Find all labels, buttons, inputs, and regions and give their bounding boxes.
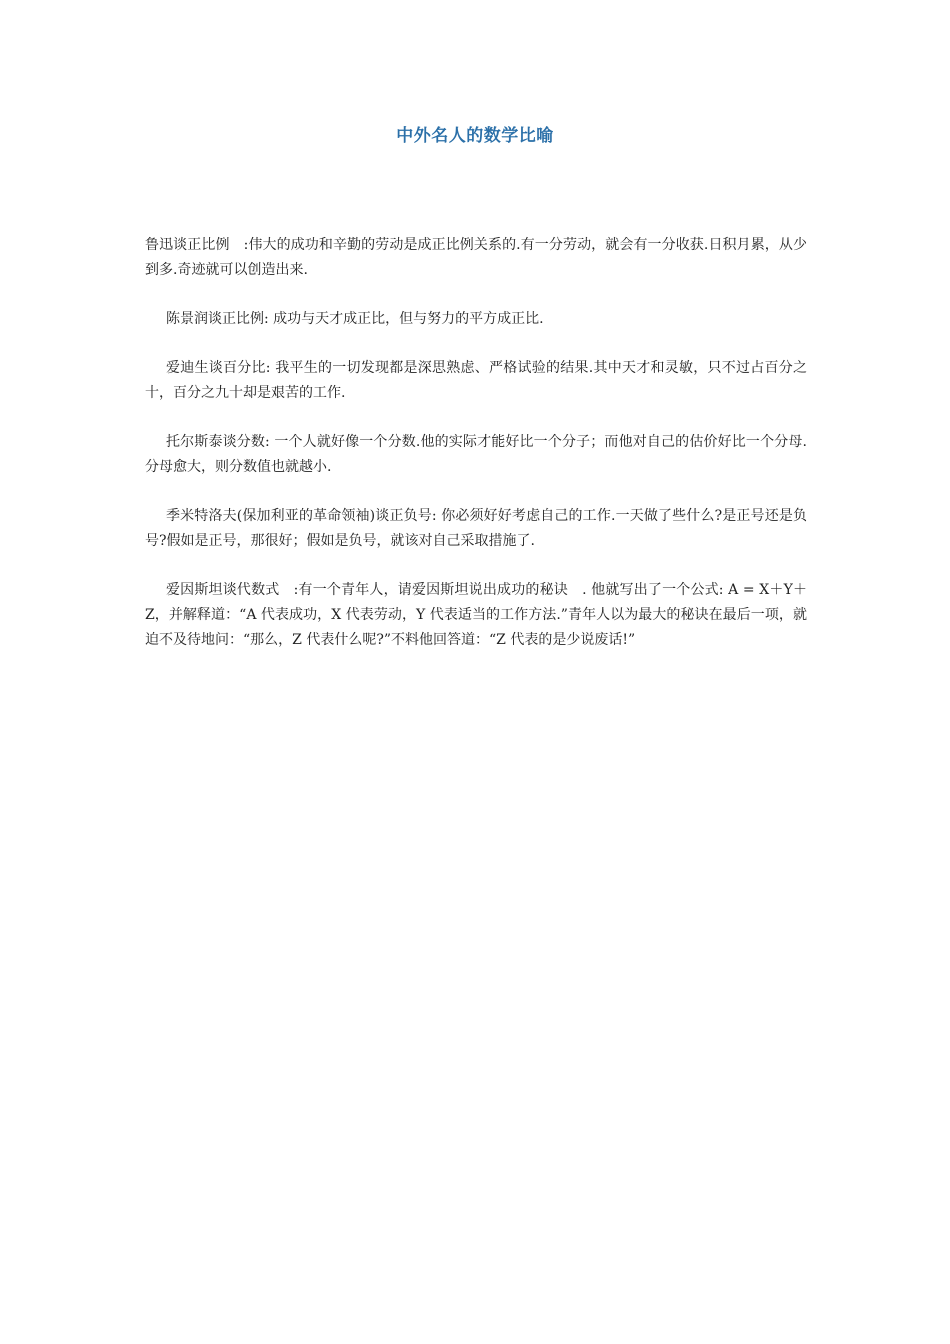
paragraph-edison: 爱迪生谈百分比: 我平生的一切发现都是深思熟虑、严格试验的结果.其中天才和灵敏，只不过占百分之十，百分之九十却是艰苦的工作.	[145, 360, 807, 401]
paragraph-tolstoy: 托尔斯泰谈分数: 一个人就好像一个分数.他的实际才能好比一个分子；而他对自己的估价好比一个分母.分母愈大，则分数值也就越小.	[145, 434, 807, 475]
paragraph-dimitrov: 季米特洛夫(保加利亚的革命领袖)谈正负号: 你必须好好考虑自己的工作.一天做了些什么?是正号还是负号?假如是正号，那很好；假如是负号，就该对自己采取措施了.	[145, 508, 807, 549]
document-title: 中外名人的数学比喻	[396, 126, 554, 146]
document-body	[145, 233, 807, 677]
paragraph-luxun: 鲁迅谈正比例 :伟大的成功和辛勤的劳动是成正比例关系的.有一分劳动，就会有一分收获.日积月累，从少到多.奇迹就可以创造出来.	[145, 237, 807, 278]
paragraph-chen-jingrun: 陈景润谈正比例: 成功与天才成正比，但与努力的平方成正比.	[166, 311, 544, 327]
paragraph-einstein: 爱因斯坦谈代数式 :有一个青年人，请爱因斯坦说出成功的秘诀 . 他就写出了一个公式: A = X＋Y＋Z，并解释道：“A 代表成功，X 代表劳动，Y 代表适当的工作方法.”青年人以为最大的秘诀在最后一项，就迫不及待地问：“那么，Z 代表什么呢?”不料他回答道：“Z 代表的是少说废话!”	[145, 582, 807, 648]
